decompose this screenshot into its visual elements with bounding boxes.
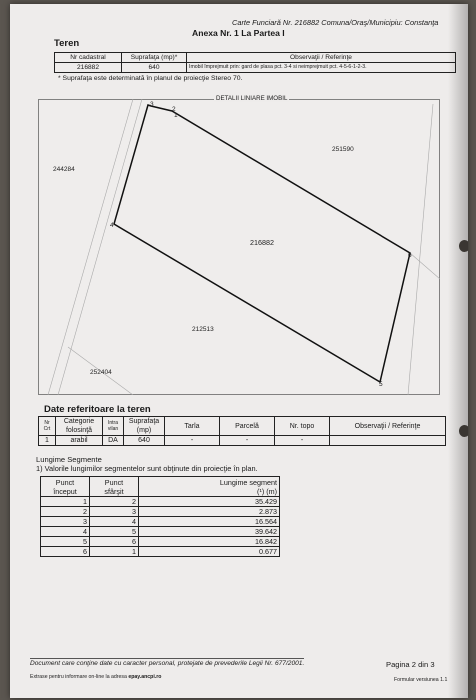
col-lungime-unit: (¹) (m) <box>257 486 277 496</box>
cell-nr: 1 <box>39 436 56 446</box>
neighbor-label-251590: 251590 <box>332 146 354 153</box>
cell-lungime: 2.873 <box>139 507 280 517</box>
col-punct-inceput: Punct <box>55 477 75 487</box>
col-suprafata-ref: Suprafaţa <box>128 418 160 425</box>
segmente-note: 1) Valorile lungimilor segmentelor sunt obţinute din proiecţie în plan. <box>36 464 258 473</box>
cell-punct-inceput: 5 <box>41 537 90 547</box>
cell-intra: DA <box>103 436 124 446</box>
cell-punct-sfarsit: 6 <box>90 537 139 547</box>
table-row <box>39 436 446 446</box>
col-lungime: Lungime segment <box>219 477 277 487</box>
form-version: Formular versiunea 1.1 <box>394 677 448 683</box>
map-frame <box>39 100 440 395</box>
footer-epay-prefix: Extrase pentru informare on-line la adresa <box>30 674 129 680</box>
cell-punct-inceput: 1 <box>41 497 90 507</box>
cell-categorie: arabil <box>56 436 103 446</box>
cell-nr-cadastral: 216882 <box>55 63 122 73</box>
cell-observatii: Imobil împrejmuit prin: gard de plasa pct. 3-4 si neimprejmuit pct. 4-5-6-1-2-3. <box>187 63 456 73</box>
col-suprafata: Suprafaţa (mp)* <box>122 53 187 63</box>
point-label-5: 6 <box>408 252 412 259</box>
table-row <box>41 517 280 527</box>
cell-tarla: - <box>165 436 220 446</box>
binder-hole-top <box>459 240 468 252</box>
col-folosinta: folosinţă <box>65 427 93 434</box>
annex-title: Anexa Nr. 1 La Partea I <box>192 28 285 38</box>
point-label-4: 5 <box>379 381 383 388</box>
footer-epay <box>30 674 161 680</box>
referinte-section-title: Date referitoare la teren <box>44 404 151 415</box>
col-observatii: Observaţii / Referinţe <box>187 53 456 63</box>
cell-punct-sfarsit: 1 <box>90 547 139 557</box>
parcel-map <box>38 99 440 395</box>
cell-lungime: 35.429 <box>139 497 280 507</box>
teren-footnote: * Suprafaţa este determinată în planul de proiecţie Stereo 70. <box>58 75 243 82</box>
col-nr-topo: Nr. topo <box>275 417 330 436</box>
cell-punct-sfarsit: 5 <box>90 527 139 537</box>
page-number: Pagina 2 din 3 <box>386 660 435 669</box>
cell-punct-sfarsit: 2 <box>90 497 139 507</box>
col-nr-cadastral: Nr cadastral <box>55 53 122 63</box>
footer-notice: Document care conţine date cu caracter personal, protejate de prevederile Legii Nr. 677/2001. <box>30 660 305 667</box>
col-observatii-ref: Observaţii / Referinţe <box>330 417 446 436</box>
cell-observatii-ref <box>330 436 446 446</box>
document-reference: Carte Funciară Nr. 216882 Comuna/Oraş/Municipiu: Constanţa <box>232 18 439 27</box>
document-page <box>10 4 468 698</box>
point-label-6: 2 <box>172 106 176 113</box>
footer-epay-link[interactable]: epay.ancpi.ro <box>128 674 162 680</box>
map-title: DETALII LINIARE IMOBIL <box>216 95 288 102</box>
teren-section-title: Teren <box>54 38 80 49</box>
cell-lungime: 16.564 <box>139 517 280 527</box>
cell-lungime: 0.677 <box>139 547 280 557</box>
table-row <box>41 507 280 517</box>
referinte-table <box>38 416 446 446</box>
col-tarla: Tarla <box>165 417 220 436</box>
col-sfarsit: sfârşit <box>104 486 124 496</box>
col-parcela: Parcelă <box>220 417 275 436</box>
cell-lungime: 16.842 <box>139 537 280 547</box>
table-row <box>41 547 280 557</box>
teren-table <box>54 52 456 73</box>
point-label-2: 3 <box>150 101 154 108</box>
parcel-label: 216882 <box>250 238 274 247</box>
cell-punct-inceput: 4 <box>41 527 90 537</box>
cell-lungime: 39.642 <box>139 527 280 537</box>
cell-punct-inceput: 3 <box>41 517 90 527</box>
cell-punct-sfarsit: 4 <box>90 517 139 527</box>
segmente-section-title: Lungime Segmente <box>36 455 102 464</box>
col-categorie: Categorie <box>63 418 95 425</box>
cell-suprafata: 640 <box>122 63 187 73</box>
cell-punct-inceput: 2 <box>41 507 90 517</box>
neighbor-label-244284: 244284 <box>53 166 75 173</box>
col-punct-sfarsit: Punct <box>104 477 124 487</box>
col-nr: Nr <box>44 420 50 426</box>
segmente-rows <box>41 497 280 557</box>
cell-parcela: - <box>220 436 275 446</box>
col-mp: (mp) <box>136 427 152 434</box>
col-intra: Intra <box>107 420 118 426</box>
point-label-1: 1 <box>174 112 178 119</box>
table-row <box>41 537 280 547</box>
cell-punct-sfarsit: 3 <box>90 507 139 517</box>
segmente-table <box>40 476 280 557</box>
neighbor-label-212513: 212513 <box>192 326 214 333</box>
table-row <box>41 497 280 507</box>
cell-suprafata-ref: 640 <box>124 436 165 446</box>
table-row <box>41 527 280 537</box>
binder-hole-bottom <box>459 425 468 437</box>
cell-nr-topo: - <box>275 436 330 446</box>
neighbor-label-252404: 252404 <box>90 369 112 376</box>
col-vilan: vilan <box>107 426 119 432</box>
cell-punct-inceput: 6 <box>41 547 90 557</box>
point-label-3: 4 <box>110 222 114 229</box>
col-crt: Crt <box>43 426 51 432</box>
col-inceput: început <box>53 486 77 496</box>
page-shadow <box>448 4 468 698</box>
